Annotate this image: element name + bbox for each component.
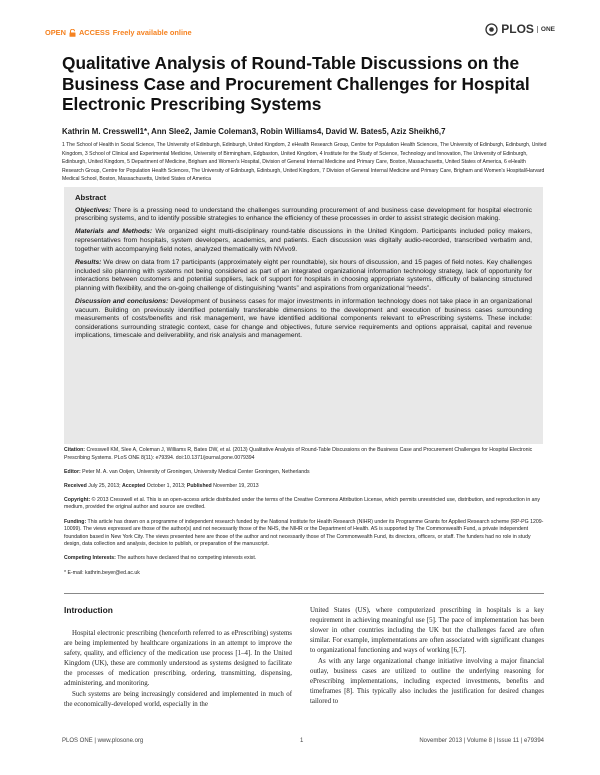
access-label: ACCESS <box>78 28 110 37</box>
open-label: OPEN <box>45 28 66 37</box>
citation: Citation: Cresswell KM, Slee A, Coleman J, Williams R, Bates DW, et al. (2013) Qualitative Analysis of Round-Table Discussions on the Business Case and Procurement Challenges for Hospital Electronic Prescribing Systems. PLoS ONE 8(11): e79394. doi:10.1371/journal.pone.0079394 <box>64 447 533 461</box>
journal-name: PLOS <box>501 22 534 36</box>
funding: Funding: This article has drawn on a programme of independent research funded by the National Institute for Health Research (NIHR) under its Programme Grants for Applied Research scheme (RP-PG 1209-10099). The views expressed are those of the author(s) and not necessarily those of the NHS, the NIHR or the Department of Health. AS is supported by The Commonwealth Fund, a private independent foundation based in New York City. The views presented here are those of the author and not necessarily those of The Commonwealth Fund, its directors, officers, or staff. The funders had no role in study design, data collection and analysis, decision to publish, or preparation of the manuscript. <box>64 518 544 548</box>
open-access-lock-icon <box>69 29 76 37</box>
abstract-discussion: Discussion and conclusions: Development of business cases for major investments in information technology does not take place in an organizational vacuum. Building on previously identified potentially transferable dimensions to the development and execution of business cases surrounding measurements of costs/benefits and risk management, we have identified additional components relevant to ePrescribing systems. These include: considerations surrounding strategic context, case for change and objectives, future service requirements and options appraisal, capital and revenue implications, timescale and deliverability, and risk analysis and management. <box>75 298 533 340</box>
open-access-banner <box>45 28 555 37</box>
section-divider <box>64 593 544 594</box>
author-list: Kathrin M. Cresswell1*, Ann Slee2, Jamie Coleman3, Robin Williams4, David W. Bates5, Aziz Sheikh6,7 <box>62 127 446 136</box>
abstract-heading: Abstract <box>75 193 107 202</box>
abstract-methods: Materials and Methods: We organized eight multi-disciplinary round-table discussions in the United Kingdom. Participants included policy makers, representatives from hospitals, system developers, academics, and patients. Each discussion was digitally audio-recorded, transcribed verbatim and, together with accompanying field notes, analyzed thematically with NVivo9. <box>75 228 533 253</box>
abstract-box <box>64 187 543 444</box>
article-metadata <box>64 447 544 584</box>
competing-interests: Competing Interests: The authors have declared that no competing interests exist. <box>64 555 257 562</box>
dates: Received July 25, 2013; Accepted October 1, 2013; Published November 19, 2013 <box>64 482 259 489</box>
introduction-heading: Introduction <box>64 605 113 615</box>
copyright: Copyright: © 2013 Cresswell et al. This is an open-access article distributed under the terms of the Creative Commons Attribution License, which permits unrestricted use, distribution, and reproduction in any medium, provided the original author and source are credited. <box>64 496 541 511</box>
corresponding-email[interactable]: * E-mail: kathrin.beyer@ed.ac.uk <box>64 569 140 576</box>
journal-sub: ONE <box>537 26 555 33</box>
footer-journal: PLOS ONE | www.plosone.org <box>62 738 144 744</box>
intro-paragraph: United States (US), where computerized prescribing in hospitals is a key requirement in achieving meaningful use [5]. The pace of implementation has been slower in other countries including the UK but the challenges faced are often similar. For example, implementations are often associated with significant changes to organizational functioning and ways of working [6,7]. <box>310 607 544 654</box>
journal-logo <box>485 22 555 36</box>
intro-left-column <box>64 629 292 711</box>
abstract-objectives: Objectives: There is a pressing need to understand the challenges surrounding procurement of and business case development for hospital electronic prescribing systems, and to identify possible strategies to enhance the efficiency of these processes in order to assist strategic decision making. <box>75 206 532 223</box>
article-title: Qualitative Analysis of Round-Table Discussions on the Business Case and Procurement Challenges for Hospital Electronic Prescribing Systems <box>62 53 530 114</box>
intro-paragraph: Hospital electronic prescribing (henceforth referred to as ePrescribing) systems are being implemented by healthcare organizations in an attempt to improve the safety, quality, and efficiency of the medication use process [1–4]. In the United Kingdom (UK), these are commonly understood as systems designed to facilitate the processes of medication prescribing, ordering, transmitting, dispensing, administering, and monitoring. <box>64 630 292 687</box>
freely-available-label: Freely available online <box>112 28 192 37</box>
intro-paragraph: Such systems are being increasingly considered and implemented in much of the economically-developed world, especially in the <box>64 691 292 708</box>
abstract-results: Results: We drew on data from 17 participants (approximately eight per roundtable), six hours of discussion, and 15 pages of field notes. Key challenges included silo planning with systems not being considered as part of an integrated organizational information technology strategy, lack of opportunity for interactions between customers and potential suppliers, lack of support for hospitals in choosing appropriate systems, difficulty of balancing structured planning with flexibility, and the on-going challenge of distinguishing “wants” and aspirations from organizational “needs”. <box>75 258 532 292</box>
editor: Editor: Peter M. A. van Ooijen, University of Groningen, University Medical Center Groningen, Netherlands <box>64 468 310 475</box>
affiliations: 1 The School of Health in Social Science, The University of Edinburgh, Edinburgh, United Kingdom, 2 eHealth Research Group, Centre for Population Health Sciences, The University of Edinburgh, Edinburgh, United Kingdom, 3 School of Clinical and Experimental Medicine, University of Birmingham, Edgbaston, United Kingdom, 4 Institute for the Study of Science, Technology and Innovation, The University of Edinburgh, Edinburgh, United Kingdom, 5 Department of Medicine, Brigham and Women's Hospital, Division of General Internal Medicine and Primary Care, Boston, Massachusetts, United States of America, 6 eHealth Research Group, Centre for Population Health Sciences, The University of Edinburgh, Edinburgh, United Kingdom, 7 Division of General Internal Medicine and Primary Care, Brigham and Women's Hospital/Harvard Medical School, Boston, Massachusetts, United States of America <box>62 142 547 183</box>
plos-logo-icon <box>485 23 498 36</box>
page-number: 1 <box>300 738 304 744</box>
intro-paragraph: As with any large organizational change initiative involving a major financial outlay, business cases are utilized to outline the underlying reasoning for ePrescribing implementations, including expected investments, benefits and timeframes [8]. This typically also includes the justification for desired changes tailored to <box>310 658 544 705</box>
page-header <box>45 22 555 48</box>
footer-issue: November 2013 | Volume 8 | Issue 11 | e79394 <box>419 738 544 744</box>
intro-right-column <box>310 606 544 708</box>
